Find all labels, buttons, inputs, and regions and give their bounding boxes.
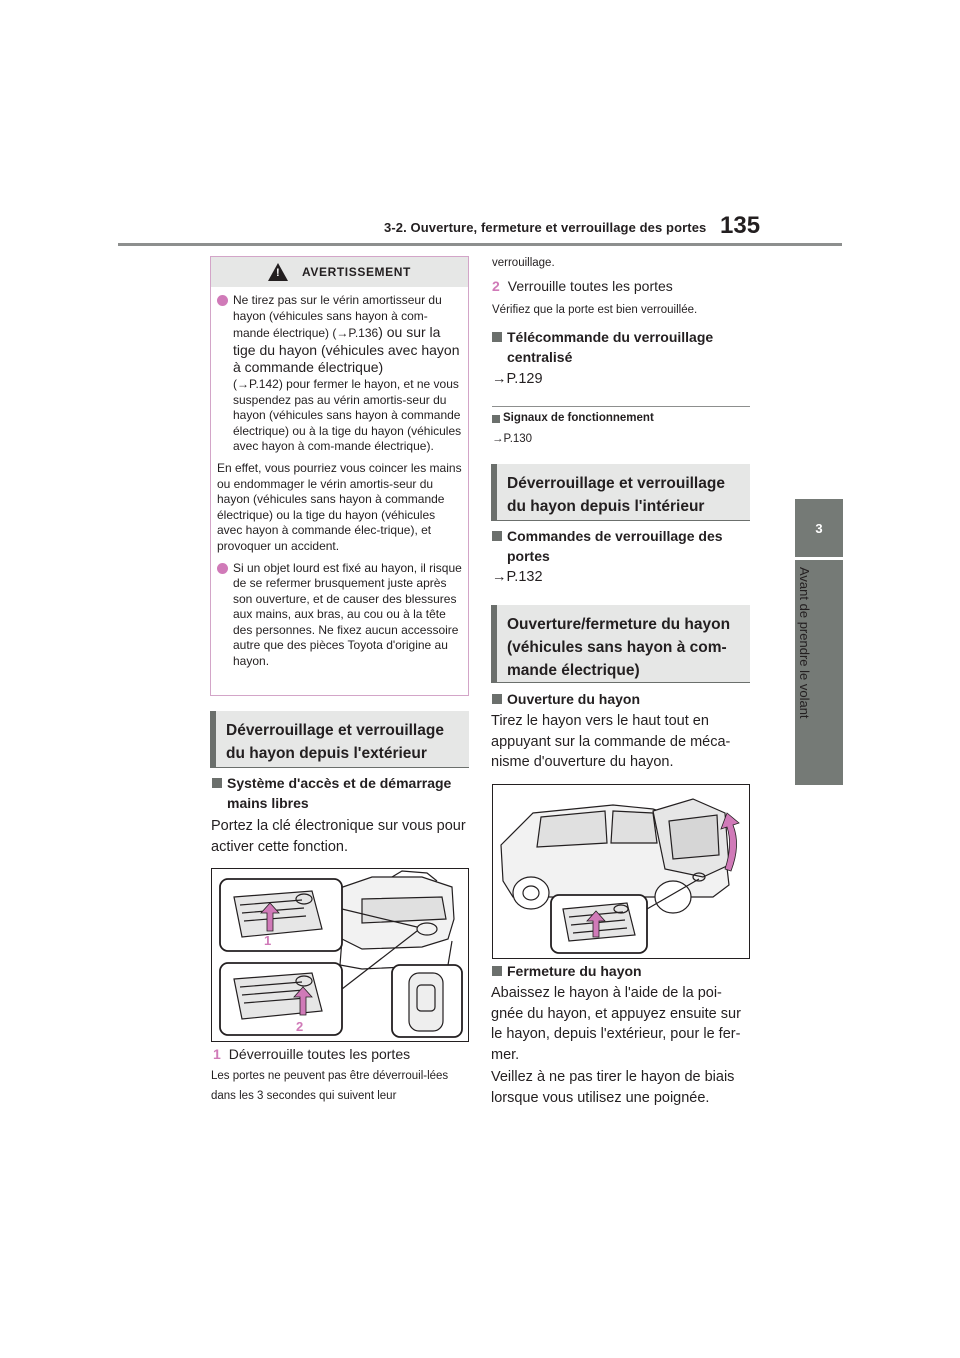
figure-label-1: 1 [264, 933, 272, 948]
square-bullet-icon [492, 332, 502, 342]
warning-paragraph: En effet, vous pourriez vous coincer les mains ou endommager le vérin amortis-seur du hayon (véhicules sans hayon à commande électrique) ou la tige du hayon (véhicules avec hayon à commande élec-trique), et provoquer un accident. [217, 460, 462, 553]
subheading-smart-entry: Système d'accès et de démarrage mains libres [212, 773, 470, 813]
figure-rear-handle-key [211, 868, 469, 1042]
step-1: 1 Déverrouille toutes les portes [213, 1046, 411, 1062]
figure-label-2: 2 [296, 1019, 304, 1034]
step-2: 2 Verrouille toutes les portes [492, 278, 673, 294]
subheading-signals: Signaux de fonctionnement [492, 412, 654, 424]
warning-title: AVERTISSEMENT [302, 265, 411, 279]
closing-text: Abaissez le hayon à l'aide de la poi-gnée du hayon, et appuyez ensuite sur le hayon, depuis l'extérieur, pour le fer-mer. [491, 985, 741, 1063]
warning-triangle-icon [268, 263, 288, 281]
section-title-interior: Déverrouillage et verrouillage du hayon depuis l'intérieur [491, 464, 750, 521]
opening-text: Tirez le hayon vers le haut tout en appuyant sur la commande de méca-nisme d'ouverture du hayon. [491, 713, 731, 770]
page-ref-link: →P.129 [492, 371, 543, 387]
warning-point-1: Ne tirez pas sur le vérin amortisseur du hayon (véhicules sans hayon à com-mande électrique) (→P.136) ou sur la tige du hayon (véhicules avec hayon à commande électrique) (→P.142) pour fermer le hayon, et ne vous suspendez pas au vérin amortis-seur du hayon (véhicules sans hayon à commande électrique) ou à la tige du hayon (véhicules avec hayon à com-mande électrique). [217, 293, 462, 455]
subheading-opening: Ouverture du hayon [492, 689, 750, 709]
continued-note: verrouillage. [492, 257, 555, 269]
bullet-dot-icon [217, 295, 228, 306]
square-bullet-icon [492, 694, 502, 704]
divider [492, 406, 750, 407]
warning-header [211, 257, 468, 287]
page-ref-link: →P.142 [237, 376, 279, 391]
square-bullet-icon [492, 966, 502, 976]
figure-illustration [212, 869, 469, 1042]
section-title-exterior: Déverrouillage et verrouillage du hayon depuis l'extérieur [210, 711, 469, 768]
square-bullet-icon [492, 415, 500, 423]
square-bullet-icon [212, 778, 222, 788]
chapter-tab-number: 3 [795, 499, 843, 557]
subheading-closing: Fermeture du hayon [492, 961, 750, 981]
bullet-dot-icon [217, 563, 228, 574]
step-1-note: Les portes ne peuvent pas être déverrouil-lées dans les 3 secondes qui suivent leur [211, 1070, 449, 1102]
step-number: 1 [213, 1046, 221, 1062]
running-header: 3-2. Ouverture, fermeture et verrouillage des portes [384, 220, 707, 235]
step-number: 2 [492, 278, 500, 294]
subheading-remote: Télécommande du verrouillage centralisé [492, 327, 750, 367]
page-ref-link: →P.132 [492, 569, 543, 585]
square-bullet-icon [492, 531, 502, 541]
page-number: 135 [720, 212, 761, 239]
header-rule [118, 243, 842, 246]
subheading-door-lock: Commandes de verrouillage des portes [492, 526, 750, 566]
figure-liftgate-opening [492, 784, 750, 959]
figure-illustration [493, 785, 750, 959]
page-ref-link: →P.130 [492, 433, 533, 445]
smart-entry-text: Portez la clé électronique sur vous pour activer cette fonction. [211, 818, 466, 855]
page-ref-link: →P.136 [336, 326, 379, 341]
section-title-open-close: Ouverture/fermeture du hayon (véhicules sans hayon à com-mande électrique) [491, 605, 750, 683]
warning-point-2: Si un objet lourd est fixé au hayon, il risque de se refermer brusquement juste après son ouverture, et de causer des blessures aux mains, aux bras, au cou ou à la tête des personnes. Ne fixez aucun accessoire autre que des pièces Toyota d'origine au hayon. [217, 561, 462, 670]
closing-caution-text: Veillez à ne pas tirer le hayon de biais lorsque vous utilisez une poignée. [491, 1069, 735, 1106]
warning-body [211, 287, 468, 670]
chapter-tab-label: Avant de prendre le volant [797, 567, 812, 719]
step-2-note: Vérifiez que la porte est bien verrouillée. [492, 304, 698, 316]
warning-box [210, 256, 469, 696]
